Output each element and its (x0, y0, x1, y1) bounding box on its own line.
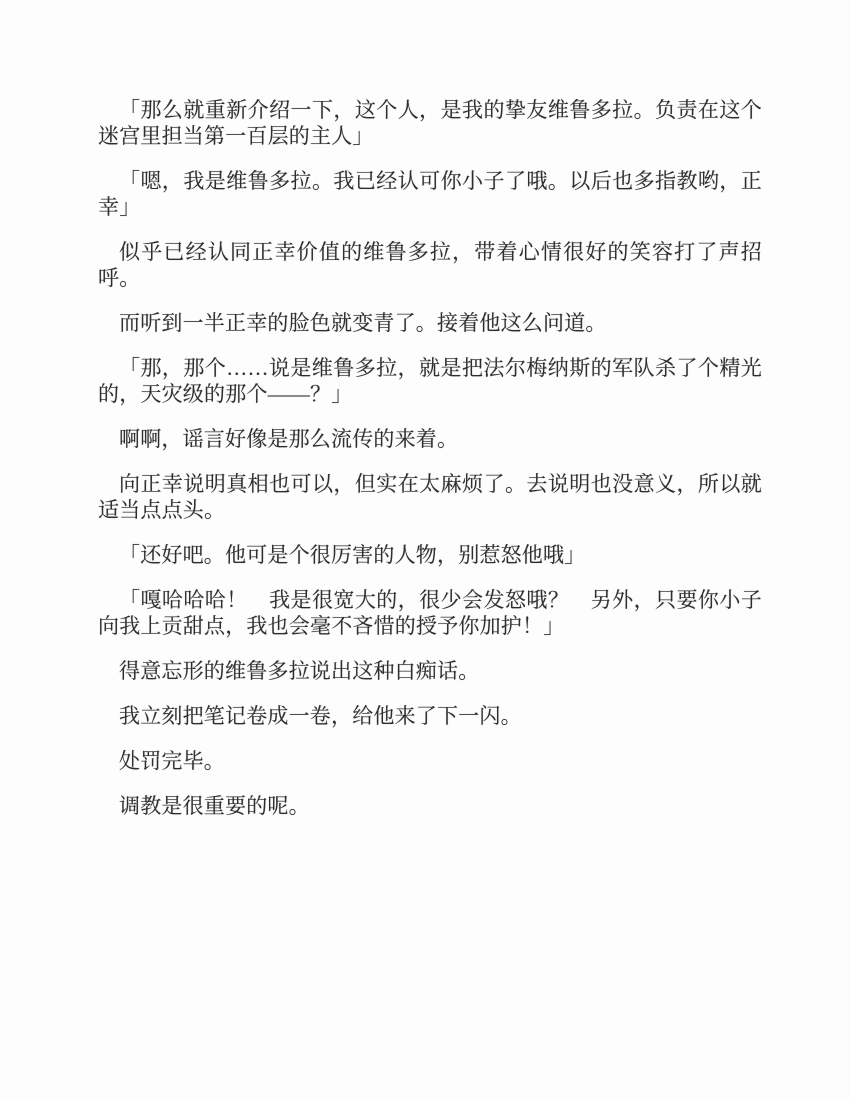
paragraph: 「还好吧。他可是个很厉害的人物，别惹怒他哦」 (119, 543, 586, 567)
paragraph: 似乎已经认同正幸价值的维鲁多拉，带着心情很好的笑容打了声招呼。 (98, 240, 762, 290)
paragraph: 啊啊，谣言好像是那么流传的来着。 (119, 427, 459, 451)
paragraph: 调教是很重要的呢。 (119, 794, 310, 818)
paragraph: 「那么就重新介绍一下，这个人，是我的挚友维鲁多拉。负责在这个迷宫里担当第一百层的主人」 (98, 98, 762, 148)
paragraph: 「嗯，我是维鲁多拉。我已经认可你小子了哦。以后也多指教哟，正幸」 (98, 169, 762, 219)
paragraph: 向正幸说明真相也可以，但实在太麻烦了。去说明也没意义，所以就适当点点头。 (98, 472, 762, 522)
paragraph: 「嘎哈哈哈！ 我是很宽大的，很少会发怒哦？ 另外，只要你小子向我上贡甜点，我也会毫不吝惜的授予你加护！」 (98, 588, 762, 638)
paragraph: 我立刻把笔记卷成一卷，给他来了下一闪。 (119, 704, 522, 728)
paragraph: 「那，那个……说是维鲁多拉，就是把法尔梅纳斯的军队杀了个精光的，天灾级的那个——？」 (98, 356, 762, 406)
paragraph: 得意忘形的维鲁多拉说出这种白痴话。 (119, 659, 480, 683)
paragraph: 而听到一半正幸的脸色就变青了。接着他这么问道。 (119, 311, 607, 335)
paragraph: 处罚完毕。 (119, 749, 225, 773)
